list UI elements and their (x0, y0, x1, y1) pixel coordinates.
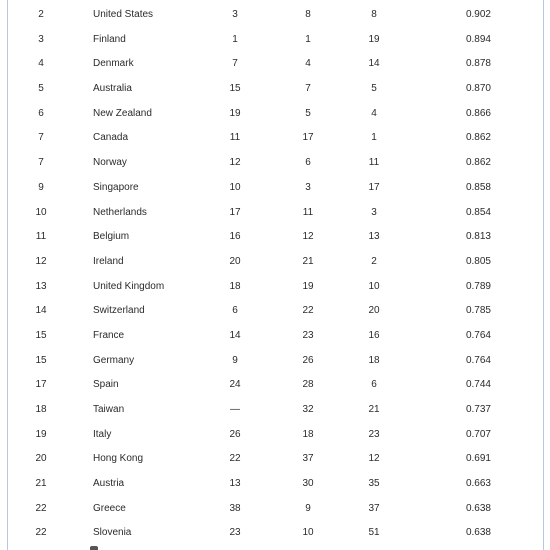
rank-b-cell: 6 (305, 157, 311, 169)
country-cell: Austria (93, 478, 125, 490)
rank-a-cell: 19 (229, 107, 241, 119)
rank-b-cell: 8 (305, 9, 311, 20)
country-cell: Italy (93, 428, 112, 440)
rank-b-cell: 4 (305, 58, 311, 70)
country-cell: Taiwan (93, 404, 125, 415)
ranking-table (0, 3, 550, 546)
rank-a-cell: 14 (229, 329, 241, 341)
rank-a-cell: 3 (232, 9, 238, 20)
table-row (0, 299, 550, 324)
score-cell: 0.638 (465, 527, 491, 539)
rank-b-cell: 22 (302, 305, 314, 317)
score-cell: 0.866 (465, 107, 491, 119)
rank-b-cell: 1 (305, 33, 311, 45)
score-cell: 0.744 (465, 379, 491, 391)
rank-b-cell: 18 (302, 428, 314, 440)
rank-a-cell: 12 (229, 157, 241, 169)
rank-b-cell: 9 (305, 502, 311, 514)
rank-b-cell: 11 (302, 206, 314, 218)
rank-c-cell: 35 (368, 478, 380, 490)
rank-a-cell: 10 (229, 181, 241, 193)
score-cell: 0.785 (465, 305, 491, 317)
rank-c-cell: 5 (371, 83, 377, 95)
country-cell: Germany (93, 354, 135, 366)
rank-cell: 7 (38, 157, 44, 169)
score-cell: 0.870 (465, 83, 491, 95)
rank-b-cell: 32 (302, 404, 314, 415)
country-cell: Belgium (93, 231, 130, 243)
rank-b-cell: 19 (302, 280, 314, 292)
country-cell: Norway (93, 157, 127, 169)
rank-b-cell: 5 (305, 107, 311, 119)
rank-cell: 5 (38, 83, 44, 95)
country-cell: United States (93, 9, 154, 20)
table-row (0, 201, 550, 226)
rank-b-cell: 37 (302, 453, 314, 465)
table-row (0, 423, 550, 448)
rank-b-cell: 3 (305, 181, 311, 193)
rank-a-cell: 11 (229, 132, 241, 144)
country-cell: Netherlands (93, 206, 147, 218)
score-cell: 0.894 (465, 33, 491, 45)
rank-c-cell: 3 (371, 206, 377, 218)
rank-c-cell: 17 (368, 181, 380, 193)
rank-cell: 9 (38, 181, 44, 193)
score-cell: 0.862 (465, 157, 491, 169)
table-row (0, 250, 550, 275)
country-cell: Ireland (93, 255, 124, 267)
rank-c-cell: 18 (368, 354, 380, 366)
rank-b-cell: 21 (302, 255, 314, 267)
rank-a-cell: 38 (229, 502, 241, 514)
rank-c-cell: 6 (371, 379, 377, 391)
country-cell: Slovenia (93, 527, 132, 539)
rank-cell: 18 (35, 404, 47, 415)
rank-c-cell: 1 (371, 132, 377, 144)
table-row (0, 497, 550, 522)
rank-a-cell: 17 (229, 206, 241, 218)
country-cell: Greece (93, 502, 126, 514)
clipped-next-row-glyph (90, 546, 98, 550)
score-cell: 0.805 (465, 255, 491, 267)
rank-c-cell: 13 (368, 231, 380, 243)
rank-a-cell: 26 (229, 428, 241, 440)
rank-c-cell: 19 (368, 33, 380, 45)
score-cell: 0.707 (465, 428, 491, 440)
country-cell: Canada (93, 132, 129, 144)
table-row (0, 102, 550, 127)
score-cell: 0.854 (465, 206, 491, 218)
rank-c-cell: 37 (368, 502, 380, 514)
rank-a-cell: — (230, 404, 240, 415)
country-cell: United Kingdom (93, 280, 165, 292)
table-row (0, 151, 550, 176)
rank-b-cell: 26 (302, 354, 314, 366)
country-cell: Australia (93, 83, 132, 95)
table-row (0, 398, 550, 423)
rank-a-cell: 15 (229, 83, 241, 95)
score-cell: 0.858 (465, 181, 491, 193)
rank-c-cell: 51 (368, 527, 380, 539)
table-row (0, 521, 550, 546)
rank-a-cell: 7 (232, 58, 238, 70)
rank-cell: 17 (35, 379, 47, 391)
score-cell: 0.764 (465, 354, 491, 366)
rank-cell: 14 (35, 305, 47, 317)
score-cell: 0.764 (465, 329, 491, 341)
rank-b-cell: 7 (305, 83, 311, 95)
country-cell: France (93, 329, 125, 341)
rank-a-cell: 13 (229, 478, 241, 490)
country-cell: New Zealand (93, 107, 152, 119)
table-row (0, 52, 550, 77)
rank-c-cell: 11 (368, 157, 380, 169)
score-cell: 0.902 (465, 9, 491, 20)
score-cell: 0.638 (465, 502, 491, 514)
rank-a-cell: 22 (229, 453, 241, 465)
rank-cell: 10 (35, 206, 47, 218)
rank-cell: 22 (35, 527, 47, 539)
table-row (0, 225, 550, 250)
rank-c-cell: 4 (371, 107, 377, 119)
country-cell: Spain (93, 379, 119, 391)
rank-a-cell: 6 (232, 305, 238, 317)
rank-c-cell: 20 (368, 305, 380, 317)
rank-b-cell: 23 (302, 329, 314, 341)
country-cell: Denmark (93, 58, 134, 70)
table-row (0, 447, 550, 472)
rank-cell: 13 (35, 280, 47, 292)
score-cell: 0.691 (465, 453, 491, 465)
score-cell: 0.789 (465, 280, 491, 292)
rank-cell: 6 (38, 107, 44, 119)
table-row (0, 3, 550, 28)
score-cell: 0.813 (465, 231, 491, 243)
country-cell: Switzerland (93, 305, 145, 317)
rank-a-cell: 9 (232, 354, 238, 366)
rank-b-cell: 17 (302, 132, 314, 144)
table-row (0, 126, 550, 151)
rank-cell: 21 (35, 478, 47, 490)
rank-cell: 7 (38, 132, 44, 144)
table-row (0, 176, 550, 201)
country-cell: Singapore (93, 181, 139, 193)
rank-c-cell: 16 (368, 329, 380, 341)
rank-b-cell: 10 (302, 527, 314, 539)
table-row (0, 275, 550, 300)
rank-a-cell: 20 (229, 255, 241, 267)
rank-c-cell: 14 (368, 58, 380, 70)
table-row (0, 77, 550, 102)
rank-c-cell: 12 (368, 453, 380, 465)
rank-cell: 19 (35, 428, 47, 440)
rank-cell: 20 (35, 453, 47, 465)
rank-c-cell: 23 (368, 428, 380, 440)
score-cell: 0.663 (465, 478, 491, 490)
rank-a-cell: 16 (229, 231, 241, 243)
rank-a-cell: 23 (229, 527, 241, 539)
score-cell: 0.737 (465, 404, 491, 415)
rank-a-cell: 24 (229, 379, 241, 391)
rank-cell: 22 (35, 502, 47, 514)
rank-b-cell: 28 (302, 379, 314, 391)
score-cell: 0.862 (465, 132, 491, 144)
rank-c-cell: 10 (368, 280, 380, 292)
country-cell: Finland (93, 33, 126, 45)
table-row (0, 324, 550, 349)
rank-c-cell: 21 (368, 404, 380, 415)
score-cell: 0.878 (465, 58, 491, 70)
rank-c-cell: 2 (371, 255, 377, 267)
table-row (0, 349, 550, 374)
rank-b-cell: 30 (302, 478, 314, 490)
table-row (0, 472, 550, 497)
table-row (0, 28, 550, 53)
table-row (0, 373, 550, 398)
rank-a-cell: 18 (229, 280, 241, 292)
rank-b-cell: 12 (302, 231, 314, 243)
rank-a-cell: 1 (232, 33, 238, 45)
rank-cell: 12 (35, 255, 47, 267)
rank-cell: 11 (35, 231, 47, 243)
rank-cell: 4 (38, 58, 44, 70)
rank-cell: 15 (35, 329, 47, 341)
rank-cell: 3 (38, 33, 44, 45)
rank-c-cell: 8 (371, 9, 377, 20)
rank-cell: 15 (35, 354, 47, 366)
country-cell: Hong Kong (93, 453, 144, 465)
rank-cell: 2 (38, 9, 44, 20)
